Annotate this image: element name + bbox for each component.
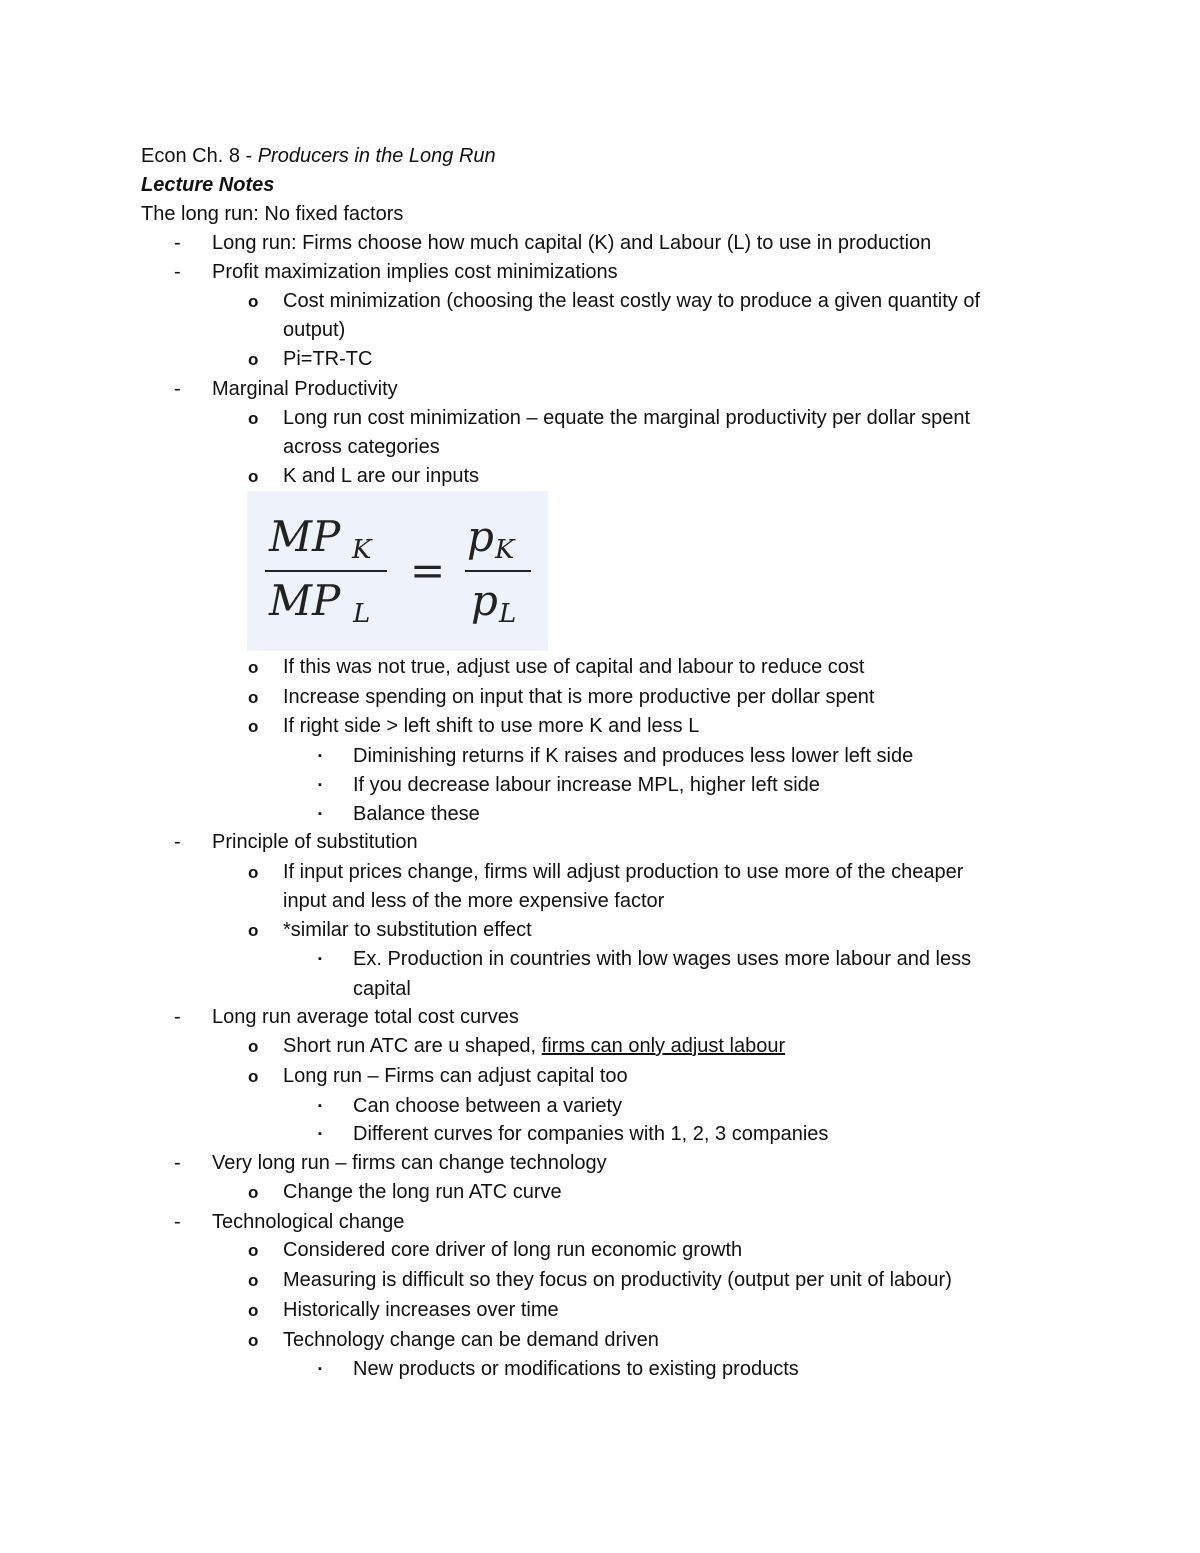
- list-item: Long run: Firms choose how much capital (K) and Labour (L) to use in production: [212, 232, 932, 254]
- square-bullet: ▪: [318, 953, 322, 965]
- list-item: Long run – Firms can adjust capital too: [283, 1065, 628, 1087]
- circle-bullet: o: [248, 1271, 259, 1290]
- underlined-text: firms can only adjust labour: [541, 1035, 786, 1057]
- list-item: Cost minimization (choosing the least costly way to produce a given quantity of: [283, 290, 981, 312]
- list-item: Pi=TR-TC: [283, 348, 373, 370]
- circle-bullet: o: [248, 350, 259, 369]
- list-item: Historically increases over time: [283, 1299, 559, 1321]
- circle-bullet: o: [248, 717, 259, 736]
- dash-bullet: -: [174, 1006, 181, 1028]
- circle-bullet: o: [248, 1067, 259, 1086]
- dash-bullet: -: [174, 831, 181, 853]
- formula-sub-text: K: [352, 535, 372, 565]
- circle-bullet: o: [248, 1183, 259, 1202]
- list-item: Different curves for companies with 1, 2, 3 companies: [353, 1123, 829, 1145]
- formula-svg: [247, 491, 548, 651]
- circle-bullet: o: [248, 1331, 259, 1350]
- list-item: If this was not true, adjust use of capital and labour to reduce cost: [283, 656, 865, 678]
- formula-sub-text: K: [495, 535, 515, 565]
- list-item-text: Short run ATC are u shaped,: [283, 1035, 542, 1057]
- dash-bullet: -: [174, 232, 181, 254]
- list-item: If input prices change, firms will adjust production to use more of the cheaper: [283, 861, 964, 883]
- list-item: Principle of substitution: [212, 831, 418, 853]
- dash-bullet: -: [174, 261, 181, 283]
- circle-bullet: o: [248, 467, 259, 486]
- square-bullet: ▪: [318, 1128, 322, 1140]
- formula-mp-text: MP: [269, 512, 341, 561]
- equals-sign: =: [410, 546, 446, 595]
- square-bullet: ▪: [318, 808, 322, 820]
- circle-bullet: o: [248, 688, 259, 707]
- list-item: Long run average total cost curves: [212, 1006, 519, 1028]
- chapter-title: Producers in the Long Run: [257, 145, 496, 167]
- list-item: Change the long run ATC curve: [283, 1181, 562, 1203]
- section-subtitle: Lecture Notes: [141, 174, 275, 196]
- list-item: Long run cost minimization – equate the marginal productivity per dollar spent: [283, 407, 971, 429]
- circle-bullet: o: [248, 292, 259, 311]
- list-item: Balance these: [353, 803, 480, 825]
- section-lead: The long run: No fixed factors: [141, 203, 404, 225]
- list-item: Increase spending on input that is more productive per dollar spent: [283, 686, 875, 708]
- circle-bullet: o: [248, 1037, 259, 1056]
- list-item: If right side > left shift to use more K and less L: [283, 715, 700, 737]
- square-bullet: ▪: [318, 1100, 322, 1112]
- list-item: Technological change: [212, 1211, 405, 1233]
- page-title: [141, 142, 496, 171]
- list-item: New products or modifications to existing products: [353, 1358, 799, 1380]
- circle-bullet: o: [248, 1241, 259, 1260]
- course-label: Econ Ch. 8 -: [141, 145, 258, 167]
- list-item: *similar to substitution effect: [283, 919, 532, 941]
- list-item: Marginal Productivity: [212, 378, 398, 400]
- list-item: Considered core driver of long run economic growth: [283, 1239, 743, 1261]
- dash-bullet: -: [174, 378, 181, 400]
- list-item-continuation: input and less of the more expensive factor: [283, 890, 665, 912]
- formula-sub-text: L: [499, 599, 517, 629]
- square-bullet: ▪: [318, 779, 322, 791]
- list-item-continuation: output): [283, 319, 346, 341]
- formula-sub-text: L: [353, 599, 371, 629]
- formula-p-text: p: [467, 512, 494, 561]
- circle-bullet: o: [248, 409, 259, 428]
- formula-image: [247, 491, 548, 651]
- square-bullet: ▪: [318, 1363, 322, 1375]
- list-item-continuation: capital: [353, 978, 411, 1000]
- circle-bullet: o: [248, 863, 259, 882]
- list-item: Ex. Production in countries with low wages uses more labour and less: [353, 948, 972, 970]
- circle-bullet: o: [248, 658, 259, 677]
- dash-bullet: -: [174, 1211, 181, 1233]
- list-item: Measuring is difficult so they focus on productivity (output per unit of labour): [283, 1269, 952, 1291]
- list-item: [283, 1032, 785, 1061]
- formula-mp-text: MP: [269, 576, 341, 625]
- dash-bullet: -: [174, 1152, 181, 1174]
- list-item: Diminishing returns if K raises and produces less lower left side: [353, 745, 914, 767]
- formula-p-text: p: [471, 576, 498, 625]
- list-item: Very long run – firms can change technology: [212, 1152, 607, 1174]
- list-item: Profit maximization implies cost minimizations: [212, 261, 618, 283]
- list-item-continuation: across categories: [283, 436, 440, 458]
- circle-bullet: o: [248, 1301, 259, 1320]
- list-item: Can choose between a variety: [353, 1095, 623, 1117]
- list-item: If you decrease labour increase MPL, higher left side: [353, 774, 820, 796]
- circle-bullet: o: [248, 921, 259, 940]
- list-item: Technology change can be demand driven: [283, 1329, 659, 1351]
- square-bullet: ▪: [318, 750, 322, 762]
- list-item: K and L are our inputs: [283, 465, 480, 487]
